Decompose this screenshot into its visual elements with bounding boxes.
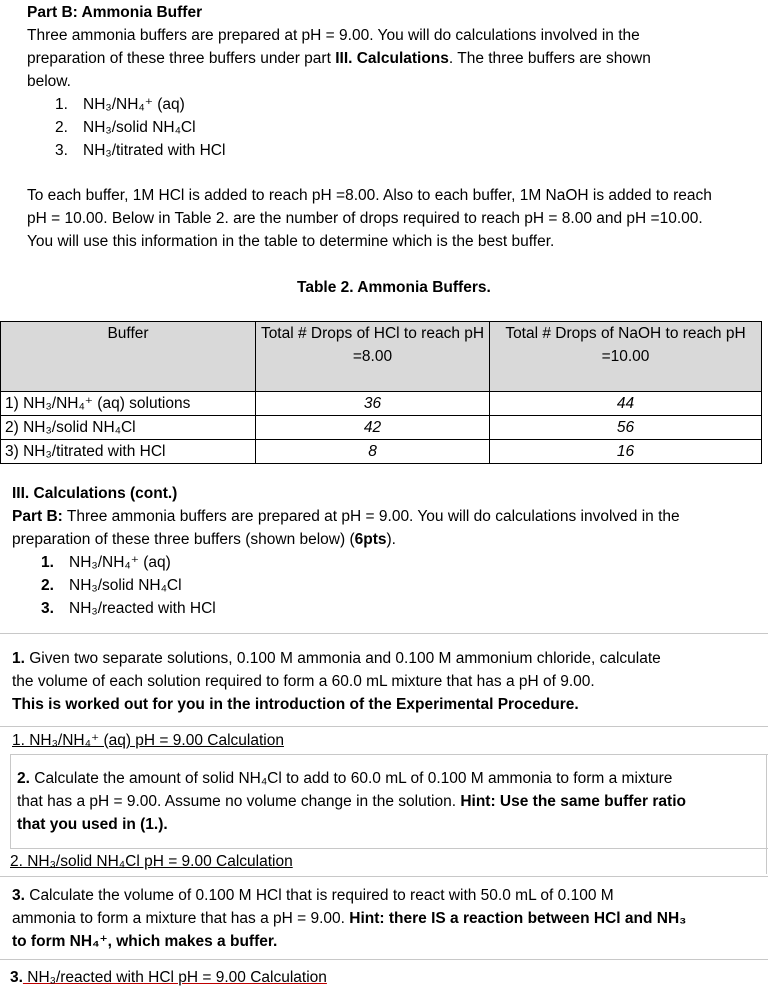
q3-line-3: to form NH₄⁺, which makes a buffer. [12, 933, 278, 950]
intro-line-2: preparation of these three buffers under part III. Calculations. The three buffers are shown [27, 50, 651, 67]
calculations-heading: III. Calculations (cont.) [12, 485, 178, 502]
divider [10, 754, 11, 848]
q1-answer-label: 1. NH₃/NH₄⁺ (aq) pH = 9.00 Calculation [12, 732, 284, 749]
table-row [1, 416, 762, 440]
divider [0, 633, 768, 634]
list-item: 1. NH₃/NH₄⁺ (aq) [55, 96, 185, 113]
table-cell-hcl: 42 [256, 416, 490, 440]
list-item: 2. NH₃/solid NH₄Cl [41, 577, 182, 594]
table-cell-buffer: 3) NH₃/titrated with HCl [1, 440, 256, 464]
para2-line-2: pH = 10.00. Below in Table 2. are the number of drops required to reach pH = 8.00 and pH =10.00. [27, 210, 703, 227]
q1-line-3: This is worked out for you in the introduction of the Experimental Procedure. [12, 696, 579, 713]
ammonia-buffers-table [0, 321, 762, 464]
para2-line-1: To each buffer, 1M HCl is added to reach pH =8.00. Also to each buffer, 1M NaOH is added to reach [27, 187, 712, 204]
list-item: 3. NH₃/reacted with HCl [41, 600, 216, 617]
list-item: 2. NH₃/solid NH₄Cl [55, 119, 196, 136]
q2-line-2: that has a pH = 9.00. Assume no volume change in the solution. Hint: Use the same buffer ratio [17, 793, 686, 810]
divider [10, 848, 768, 849]
table-cell-buffer: 2) NH₃/solid NH₄Cl [1, 416, 256, 440]
q3-answer-label: 3. NH₃/reacted with HCl pH = 9.00 Calculation [10, 969, 327, 986]
table-cell-naoh: 16 [490, 440, 762, 464]
part-b-title: Part B: Ammonia Buffer [27, 4, 203, 21]
table-row [1, 392, 762, 416]
divider [10, 754, 768, 755]
divider [0, 959, 768, 960]
table-cell-naoh: 56 [490, 416, 762, 440]
table-cell-hcl: 8 [256, 440, 490, 464]
table-cell-buffer: 1) NH₃/NH₄⁺ (aq) solutions [1, 392, 256, 416]
calc-line-1: Part B: Three ammonia buffers are prepared at pH = 9.00. You will do calculations involved in the [12, 508, 680, 525]
table-cell-hcl: 36 [256, 392, 490, 416]
table-header-buffer: Buffer [1, 322, 256, 392]
calc-line-2: preparation of these three buffers (shown below) (6pts). [12, 531, 396, 548]
q2-answer-label: 2. NH₃/solid NH₄Cl pH = 9.00 Calculation [10, 853, 293, 870]
table-caption: Table 2. Ammonia Buffers. [297, 279, 491, 296]
table-cell-naoh: 44 [490, 392, 762, 416]
q3-line-2: ammonia to form a mixture that has a pH = 9.00. Hint: there IS a reaction between HCl and NH₃ [12, 910, 687, 927]
divider [0, 726, 768, 727]
table-row [1, 440, 762, 464]
divider [766, 754, 767, 874]
q1-line-2: the volume of each solution required to form a 60.0 mL mixture that has a pH of 9.00. [12, 673, 595, 690]
q2-line-1: 2. Calculate the amount of solid NH₄Cl to add to 60.0 mL of 0.100 M ammonia to form a mixture [17, 770, 673, 787]
q1-line-1: 1. Given two separate solutions, 0.100 M ammonia and 0.100 M ammonium chloride, calculate [12, 650, 661, 667]
para2-line-3: You will use this information in the table to determine which is the best buffer. [27, 233, 555, 250]
intro-line-1: Three ammonia buffers are prepared at pH = 9.00. You will do calculations involved in the [27, 27, 640, 44]
list-item: 1. NH₃/NH₄⁺ (aq) [41, 554, 171, 571]
intro-line-3: below. [27, 73, 71, 90]
table-header-naoh: Total # Drops of NaOH to reach pH =10.00 [490, 322, 762, 392]
table-header-hcl: Total # Drops of HCl to reach pH =8.00 [256, 322, 490, 392]
divider [0, 876, 768, 877]
q3-line-1: 3. Calculate the volume of 0.100 M HCl that is required to react with 50.0 mL of 0.100 M [12, 887, 614, 904]
list-item: 3. NH₃/titrated with HCl [55, 142, 226, 159]
q2-line-3: that you used in (1.). [17, 816, 168, 833]
